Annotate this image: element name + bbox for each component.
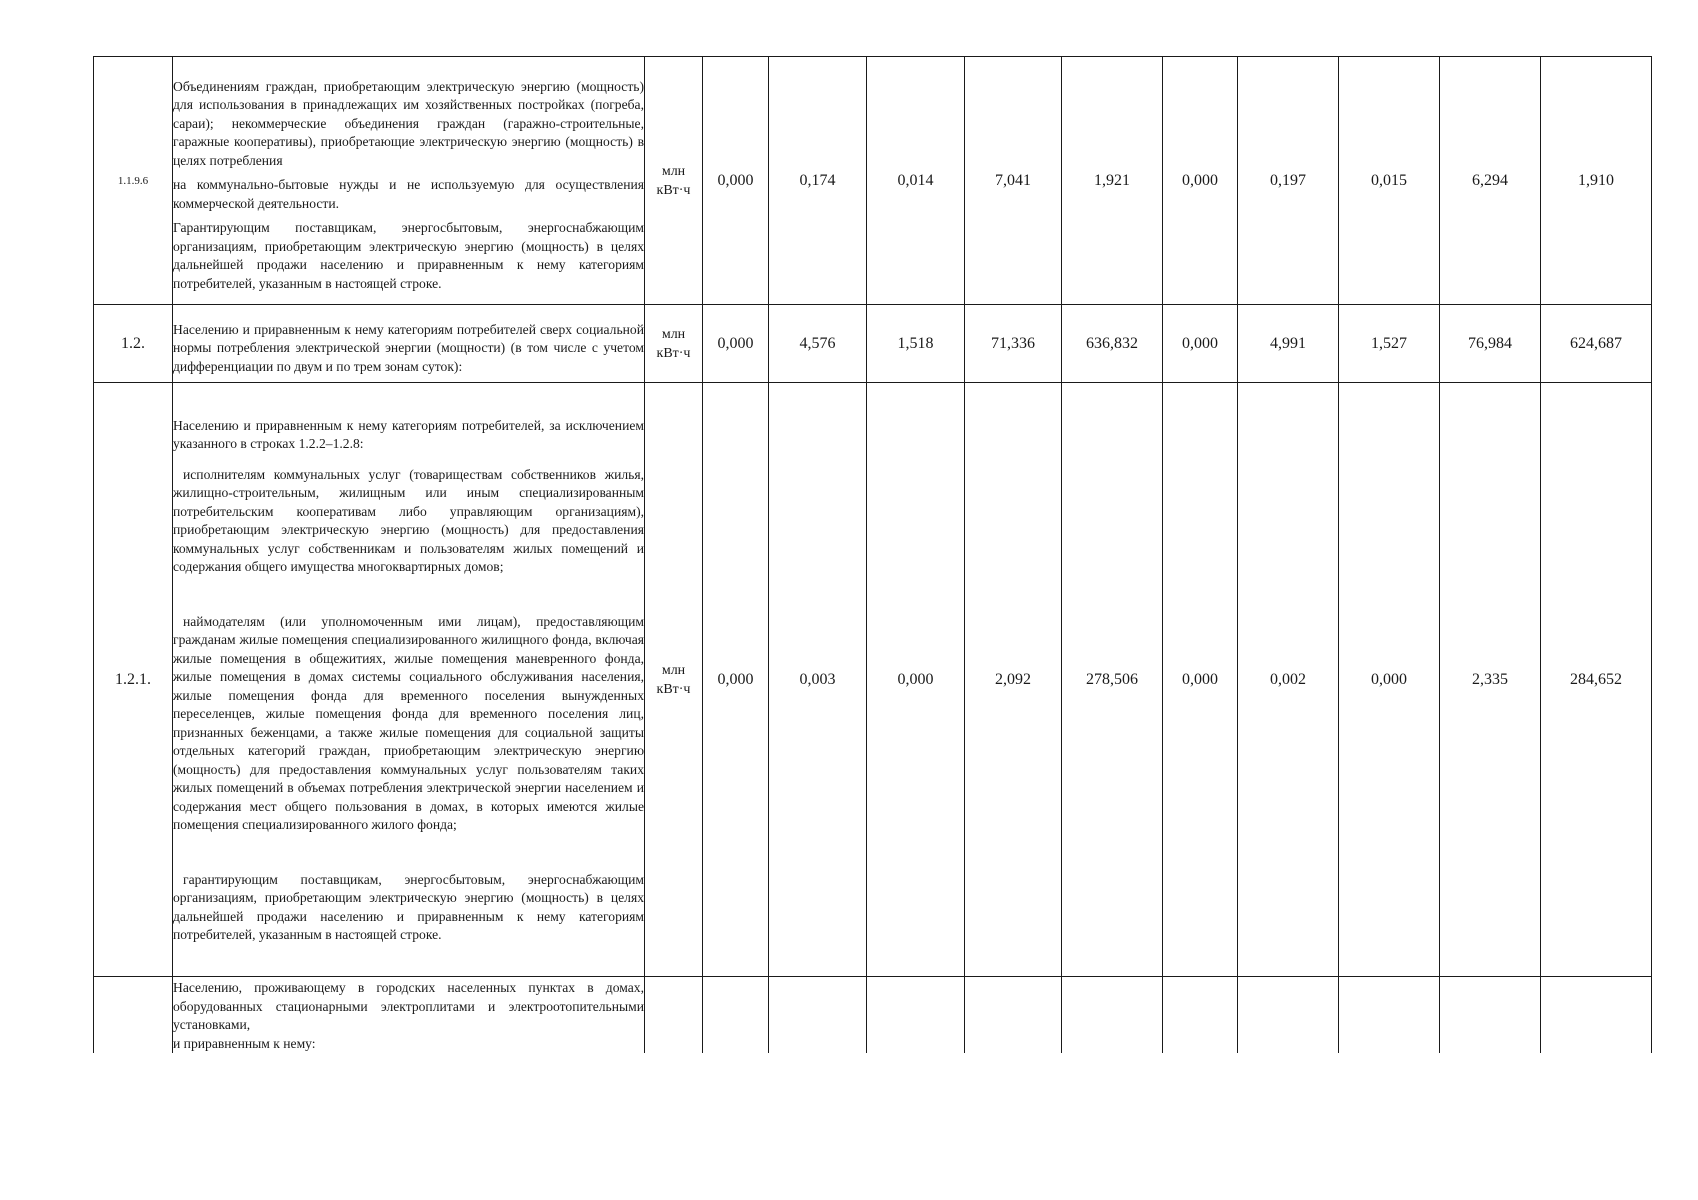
value-cell: 0,000 [1339,383,1440,977]
table-row [94,383,1652,977]
row-code: 1.2. [94,305,173,383]
value-cell: 0,002 [1238,383,1339,977]
value-cell: 2,092 [965,383,1062,977]
value-cell: 0,000 [867,383,965,977]
unit-line: млн [661,326,686,342]
row-description [173,383,645,977]
value-cell: 0,003 [769,383,867,977]
description-paragraph: Гарантирующим поставщикам, энергосбытовым, энергоснабжающим организациям, приобретающим электрическую энергию (мощность) в целях дальнейшей продажи населению и приравненным к нему категориям потребителей, указанным в настоящей строке. [173,220,644,291]
value-cell: 1,921 [1062,57,1163,305]
value-cell [1163,977,1238,1054]
value-cell [1339,977,1440,1054]
value-cell: 0,000 [703,383,769,977]
value-cell: 7,041 [965,57,1062,305]
row-description [173,305,645,383]
table-row [94,57,1652,305]
value-cell: 4,576 [769,305,867,383]
description-paragraph: Объединениям граждан, приобретающим электрическую энергию (мощность) для использования в принадлежащих им хозяйственных постройках (погреба, сараи); некоммерческие объединения граждан (гаражно-строительные, гаражные кооперативы), приобретающие электрическую энергию (мощность) в целях потребления [173,78,644,168]
table-row [94,977,1652,1054]
unit-line: кВт·ч [656,345,691,361]
value-cell [769,977,867,1054]
unit-line: млн [661,163,686,179]
value-cell: 1,527 [1339,305,1440,383]
value-cell: 0,174 [769,57,867,305]
value-cell: 0,000 [703,57,769,305]
row-code: 1.1.9.6 [94,57,173,305]
value-cell: 278,506 [1062,383,1163,977]
value-cell: 6,294 [1440,57,1541,305]
value-cell [1238,977,1339,1054]
unit-cell [645,57,703,305]
unit-cell [645,383,703,977]
value-cell: 76,984 [1440,305,1541,383]
value-cell [1062,977,1163,1054]
description-paragraph: исполнителям коммунальных услуг (товариществам собственников жилья, жилищно-строительным, жилищным или иным специализированным потребительским кооперативам либо управляющим организациям), приобретающим электрическую энергию (мощность) для предоставления коммунальных услуг собственникам и пользователям жилых помещений и содержания общего имущества многоквартирных домов; [173,466,644,574]
value-cell: 0,197 [1238,57,1339,305]
value-cell: 636,832 [1062,305,1163,383]
description-paragraph: Населению, проживающему в городских населенных пунктах в домах, оборудованных стационарными электроплитами и электроотопительными установками, [173,980,644,1032]
row-code [94,977,173,1054]
value-cell [1440,977,1541,1054]
unit-line: кВт·ч [656,182,691,198]
value-cell: 0,000 [1163,305,1238,383]
value-cell: 4,991 [1238,305,1339,383]
unit-line: кВт·ч [656,681,691,697]
description-paragraph: Населению и приравненным к нему категориям потребителей сверх социальной нормы потребления электрической энергии (мощности) (в том числе с учетом дифференциации по двум и по трем зонам суток): [173,321,644,374]
row-description [173,57,645,305]
tariff-table [93,56,1652,1053]
value-cell [867,977,965,1054]
unit-cell [645,977,703,1054]
value-cell [1541,977,1652,1054]
unit-line: млн [661,662,686,678]
unit-cell [645,305,703,383]
value-cell [965,977,1062,1054]
value-cell: 0,014 [867,57,965,305]
row-description [173,977,645,1054]
table-row [94,305,1652,383]
description-paragraph: наймодателям (или уполномоченным ими лицам), предоставляющим гражданам жилые помещения специализированного жилищного фонда, включая жилые помещения в общежитиях, жилые помещения маневренного фонда, жилые помещения в домах системы социального обслуживания населения, жилые помещения фонда для временного поселения вынужденных переселенцев, жилые помещения фонда для временного поселения лиц, признанных беженцами, а также жилые помещения для социальной защиты отдельных категорий граждан, приобретающим электрическую энергию (мощность) для предоставления коммунальных услуг пользователям таких жилых помещений в объемах потребления электрической энергии населением и содержания мест общего пользования в домах, в которых имеются жилые помещения специализированного жилого фонда; [173,613,644,832]
value-cell: 0,000 [703,305,769,383]
value-cell: 284,652 [1541,383,1652,977]
value-cell: 1,518 [867,305,965,383]
value-cell [703,977,769,1054]
value-cell: 2,335 [1440,383,1541,977]
value-cell: 0,000 [1163,57,1238,305]
description-paragraph: гарантирующим поставщикам, энергосбытовым, энергоснабжающим организациям, приобретающим электрическую энергию (мощность) в целях дальнейшей продажи населению и приравненным к нему категориям потребителей, указанным в настоящей строке. [173,871,644,942]
value-cell: 1,910 [1541,57,1652,305]
description-paragraph: и приравненным к нему: [173,1035,316,1051]
row-code: 1.2.1. [94,383,173,977]
value-cell: 0,015 [1339,57,1440,305]
value-cell: 0,000 [1163,383,1238,977]
description-paragraph: на коммунально-бытовые нужды и не используемую для осуществления коммерческой деятельности. [173,177,644,211]
description-paragraph: Населению и приравненным к нему категориям потребителей, за исключением указанного в строках 1.2.2–1.2.8: [173,417,644,451]
value-cell: 71,336 [965,305,1062,383]
value-cell: 624,687 [1541,305,1652,383]
